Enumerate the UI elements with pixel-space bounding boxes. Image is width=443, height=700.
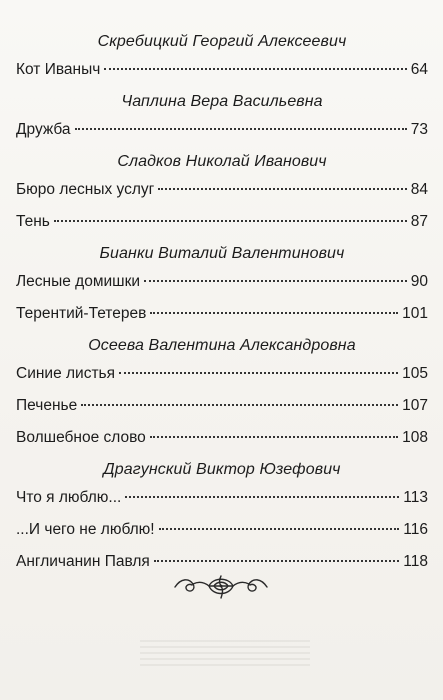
- dot-leader: [81, 404, 398, 406]
- entry-title: Бюро лесных услуг: [16, 181, 155, 198]
- entry-title: Печенье: [16, 397, 78, 414]
- entry-page-number: 113: [403, 489, 428, 506]
- bleed-through-shadow: [140, 640, 310, 670]
- decorative-flourish-icon: [171, 572, 271, 602]
- dot-leader: [144, 280, 407, 282]
- entry-page-number: 84: [410, 181, 428, 198]
- toc-section: [16, 460, 428, 572]
- entry-page-number: 90: [410, 273, 428, 290]
- toc-section: [16, 92, 428, 140]
- toc-section: [16, 244, 428, 324]
- dot-leader: [150, 436, 398, 438]
- entry-title: Синие листья: [16, 365, 116, 382]
- toc-entry: [16, 120, 428, 140]
- dot-leader: [158, 188, 406, 190]
- table-of-contents: [16, 32, 428, 584]
- toc-entry: [16, 520, 428, 540]
- entry-page-number: 73: [410, 121, 428, 138]
- dot-leader: [159, 528, 400, 530]
- entry-page-number: 107: [402, 397, 428, 414]
- entry-title: Лесные домишки: [16, 273, 141, 290]
- dot-leader: [54, 220, 407, 222]
- toc-section: [16, 336, 428, 448]
- entry-page-number: 116: [403, 521, 428, 538]
- entry-title: Что я люблю...: [16, 489, 122, 506]
- toc-entry: [16, 364, 428, 384]
- entry-page-number: 64: [410, 61, 428, 78]
- toc-entry: [16, 428, 428, 448]
- toc-entry: [16, 552, 428, 572]
- entry-title: Волшебное слово: [16, 429, 146, 446]
- dot-leader: [150, 312, 398, 314]
- entry-title: Терентий-Тетерев: [16, 305, 147, 322]
- entry-title: Тень: [16, 213, 50, 230]
- toc-entry: [16, 272, 428, 292]
- author-heading: Сладков Николай Иванович: [117, 153, 327, 170]
- dot-leader: [125, 496, 399, 498]
- toc-entry: [16, 212, 428, 232]
- toc-section: [16, 32, 428, 80]
- author-heading: Скребицкий Георгий Алексеевич: [97, 33, 347, 50]
- dot-leader: [119, 372, 398, 374]
- toc-entry: [16, 60, 428, 80]
- author-heading: Драгунский Виктор Юзефович: [103, 461, 341, 478]
- entry-page-number: 108: [402, 429, 428, 446]
- dot-leader: [154, 560, 400, 562]
- author-heading: Чаплина Вера Васильевна: [121, 93, 323, 110]
- toc-entry: [16, 180, 428, 200]
- dot-leader: [104, 68, 406, 70]
- toc-entry: [16, 304, 428, 324]
- dot-leader: [75, 128, 407, 130]
- entry-title: Дружба: [16, 121, 71, 138]
- author-heading: Осеева Валентина Александровна: [88, 337, 356, 354]
- entry-page-number: 118: [403, 553, 428, 570]
- toc-entry: [16, 488, 428, 508]
- toc-entry: [16, 396, 428, 416]
- entry-title: Кот Иваныч: [16, 61, 101, 78]
- entry-title: ...И чего не люблю!: [16, 521, 155, 538]
- entry-page-number: 101: [402, 305, 428, 322]
- entry-page-number: 105: [402, 365, 428, 382]
- toc-section: [16, 152, 428, 232]
- entry-title: Англичанин Павля: [16, 553, 150, 570]
- author-heading: Бианки Виталий Валентинович: [99, 245, 345, 262]
- entry-page-number: 87: [410, 213, 428, 230]
